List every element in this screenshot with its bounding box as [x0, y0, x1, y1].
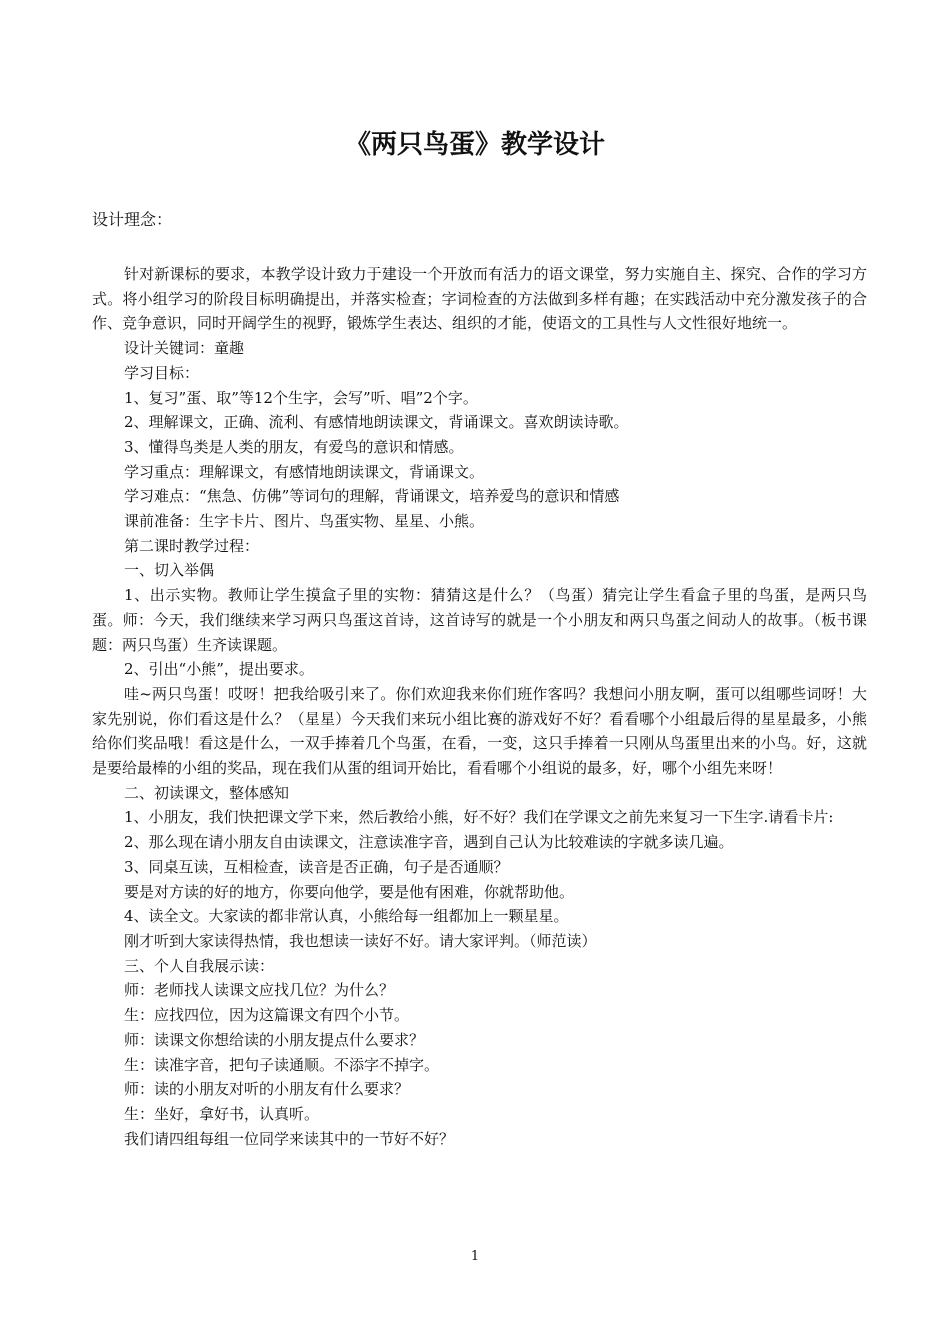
- paragraph: 师：读的小朋友对听的小朋友有什么要求？: [124, 1080, 410, 1099]
- paragraph: 2、那么现在请小朋友自由读课文，注意读准字音，遇到自己认为比较难读的字就多读几遍。: [124, 833, 734, 852]
- paragraph: 我们请四组每组一位同学来读其中的一节好不好？: [124, 1129, 455, 1148]
- paragraph: 三、个人自我展示读：: [124, 956, 275, 975]
- paragraph: 生：坐好，拿好书，认真听。: [124, 1104, 320, 1123]
- paragraph: 3、同桌互读，互相检查，读音是否正确，句子是否通顺？: [124, 857, 509, 876]
- paragraph: 学习难点：“焦急、仿佛”等词句的理解，背诵课文，培养爱鸟的意识和情感: [124, 487, 620, 506]
- paragraph: 1、小朋友，我们快把课文学下来，然后教给小熊，好不好？我们在学课文之前先来复习一下生字.请看卡片:: [124, 808, 834, 827]
- paragraph: 设计关键词：童趣: [124, 339, 245, 358]
- paragraph: 要是对方读的好的地方，你要向他学，要是他有困难，你就帮助他。: [124, 882, 575, 901]
- page-number: 1: [470, 1249, 480, 1264]
- paragraph: 4、读全文。大家读的都非常认真，小熊给每一组都加上一颗星星。: [124, 907, 569, 926]
- section-heading: 设计理念：: [92, 210, 173, 229]
- paragraph: 师：读课文你想给读的小朋友提点什么要求？: [124, 1030, 425, 1049]
- paragraph: 刚才听到大家读得热情，我也想读一读好不好。请大家评判。（师范读）: [124, 931, 597, 950]
- paragraph: 1、出示实物。教师让学生摸盒子里的实物：猜猜这是什么？（鸟蛋）猜完让学生看盒子里的鸟蛋，是两只鸟蛋。师：今天，我们继续来学习两只鸟蛋这首诗，这首诗写的就是一个小朋友和两只鸟蛋之间动人的故事。（板书课题：两只鸟蛋）生齐读课题。: [92, 586, 867, 654]
- paragraph: 1、复习”蛋、取”等12个生字，会写”听、唱”2个字。: [124, 388, 478, 407]
- paragraph: 第二课时教学过程：: [124, 536, 260, 555]
- paragraph: 3、懂得鸟类是人类的朋友，有爱鸟的意识和情感。: [124, 437, 464, 456]
- paragraph: 二、初读课文，整体感知: [124, 783, 290, 802]
- paragraph: 2、理解课文，正确、流利、有感情地朗读课文，背诵课文。喜欢朗读诗歌。: [124, 413, 629, 432]
- paragraph: 针对新课标的要求，本教学设计致力于建设一个开放而有活力的语文课堂，努力实施自主、探究、合作的学习方式。将小组学习的阶段目标明确提出，并落实检查；字词检查的方法做到多样有趣；在实践活动中充分激发孩子的合作、竞争意识，同时开阔学生的视野，锻炼学生表达、组织的才能，使语文的工具性与人文性很好地统一。: [92, 265, 867, 333]
- paragraph: 2、引出“小熊”，提出要求。: [124, 660, 314, 679]
- paragraph: 生：读准字音，把句子读通顺。不添字不掉字。: [124, 1055, 440, 1074]
- paragraph: 学习目标：: [124, 363, 200, 382]
- document-title: 《两只鸟蛋》教学设计: [344, 130, 605, 160]
- paragraph: 哇~两只鸟蛋！哎呀！把我给吸引来了。你们欢迎我来你们班作客吗？我想问小朋友啊，蛋可以组哪些词呀！大家先别说，你们看这是什么？（星星）今天我们来玩小组比赛的游戏好不好？看看哪个小组最后得的星星最多，小熊给你们奖品哦！看这是什么，一双手捧着几个鸟蛋，在看，一变，这只手捧着一只刚从鸟蛋里出来的小鸟。好，这就是要给最棒的小组的奖品，现在我们从蛋的组词开始比，看看哪个小组说的最多，好，哪个小组先来呀！: [92, 684, 867, 778]
- paragraph: 一、切入举偶: [124, 561, 215, 580]
- paragraph: 师：老师找人读课文应找几位？为什么？: [124, 981, 395, 1000]
- document-body: [92, 262, 867, 1151]
- paragraph: 课前准备：生字卡片、图片、鸟蛋实物、星星、小熊。: [124, 512, 485, 531]
- paragraph: 学习重点：理解课文，有感情地朗读课文，背诵课文。: [124, 462, 485, 481]
- paragraph: 生：应找四位，因为这篇课文有四个小节。: [124, 1006, 410, 1025]
